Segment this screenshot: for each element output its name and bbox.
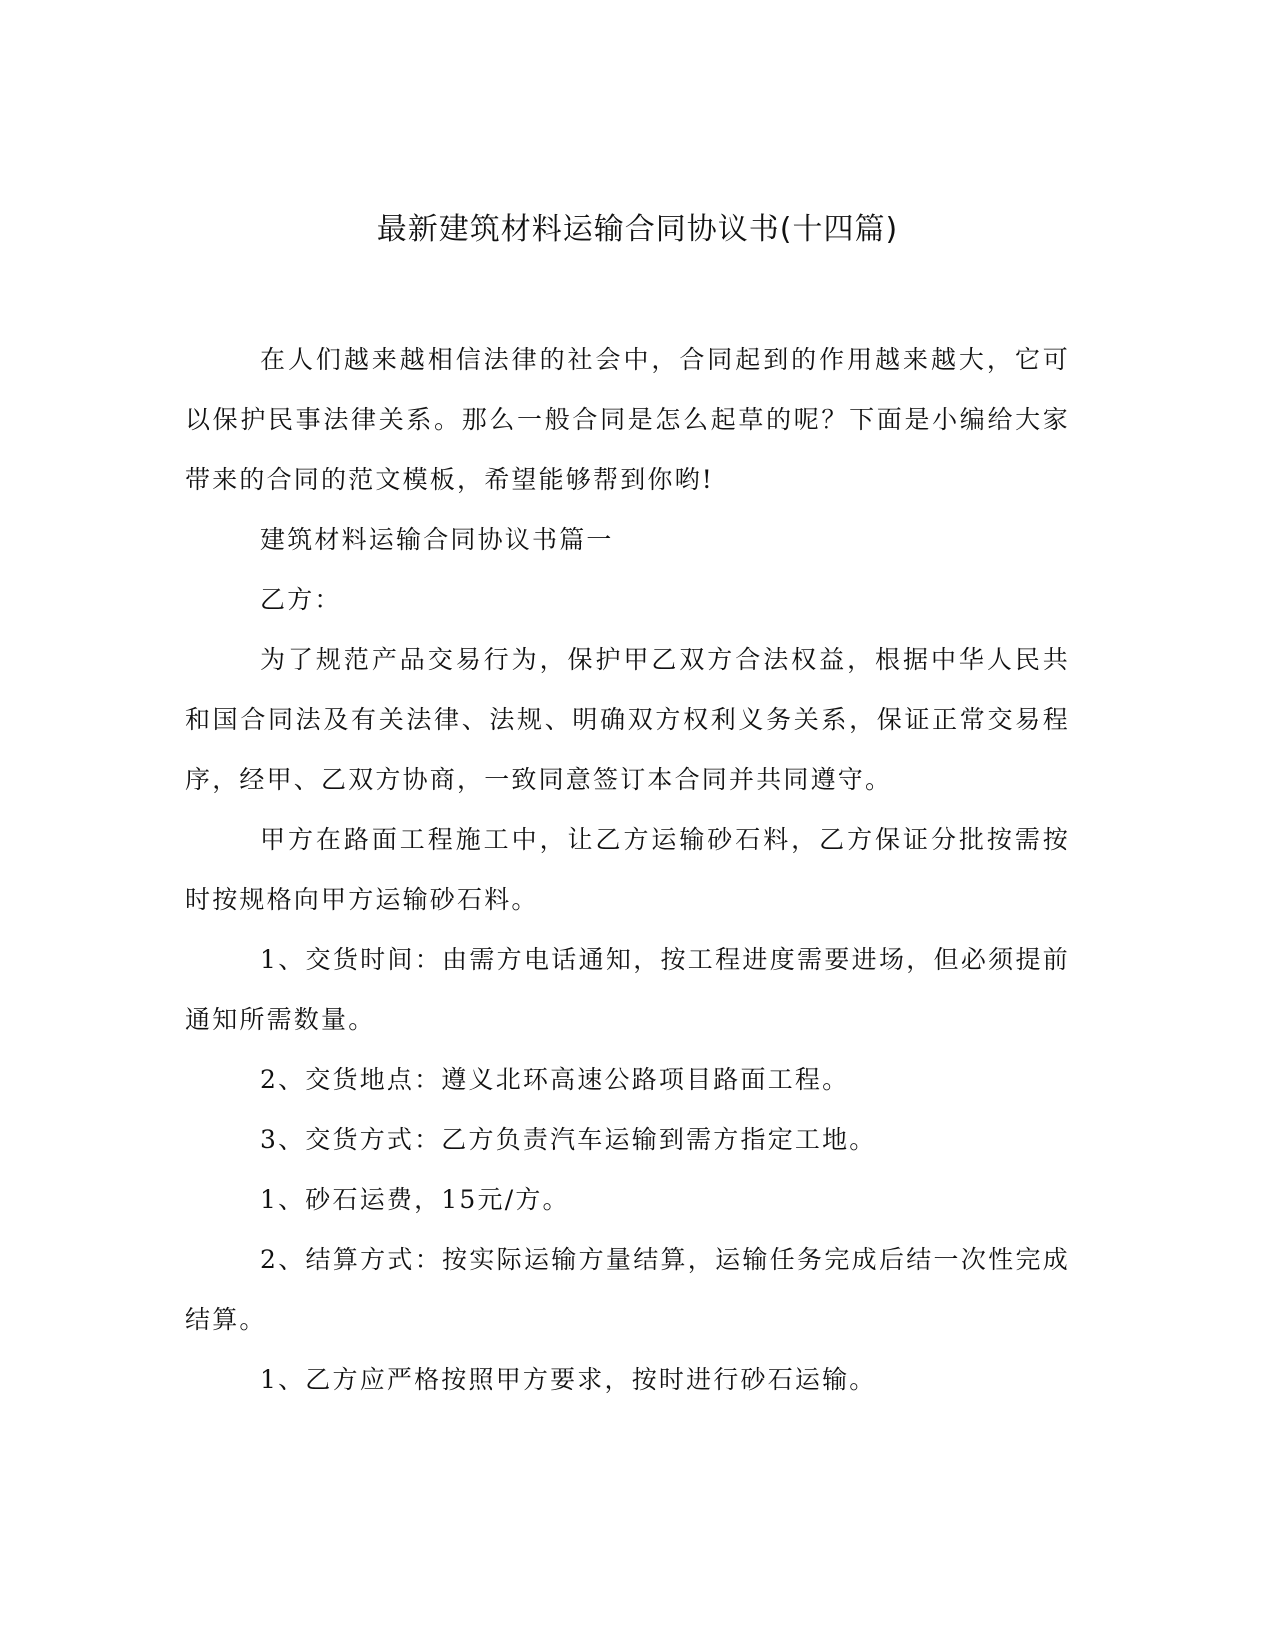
paragraph-scope: 甲方在路面工程施工中，让乙方运输砂石料，乙方保证分批按需按时按规格向甲方运输砂石料。	[185, 825, 1070, 914]
document-body	[185, 330, 1070, 1410]
paragraph-intro: 在人们越来越相信法律的社会中，合同起到的作用越来越大，它可以保护民事法律关系。那么一般合同是怎么起草的呢？下面是小编给大家带来的合同的范文模板，希望能够帮到你哟!	[185, 345, 1070, 494]
clause-delivery-method: 3、交货方式：乙方负责汽车运输到需方指定工地。	[260, 1125, 877, 1154]
clause-settlement: 2、结算方式：按实际运输方量结算，运输任务完成后结一次性完成结算。	[185, 1245, 1070, 1334]
document-title: 最新建筑材料运输合同协议书(十四篇)	[376, 212, 899, 247]
clause-party-b-duty: 1、乙方应严格按照甲方要求，按时进行砂石运输。	[260, 1365, 877, 1394]
paragraph-purpose: 为了规范产品交易行为，保护甲乙双方合法权益，根据中华人民共和国合同法及有关法律、法规、明确双方权利义务关系，保证正常交易程序，经甲、乙双方协商，一致同意签订本合同并共同遵守。	[185, 645, 1070, 794]
clause-freight-price: 1、砂石运费，15元/方。	[260, 1185, 570, 1214]
party-b-label: 乙方：	[260, 585, 342, 614]
clause-delivery-place: 2、交货地点：遵义北环高速公路项目路面工程。	[260, 1065, 850, 1094]
section-heading: 建筑材料运输合同协议书篇一	[260, 525, 614, 554]
clause-delivery-time: 1、交货时间：由需方电话通知，按工程进度需要进场，但必须提前通知所需数量。	[185, 945, 1070, 1034]
